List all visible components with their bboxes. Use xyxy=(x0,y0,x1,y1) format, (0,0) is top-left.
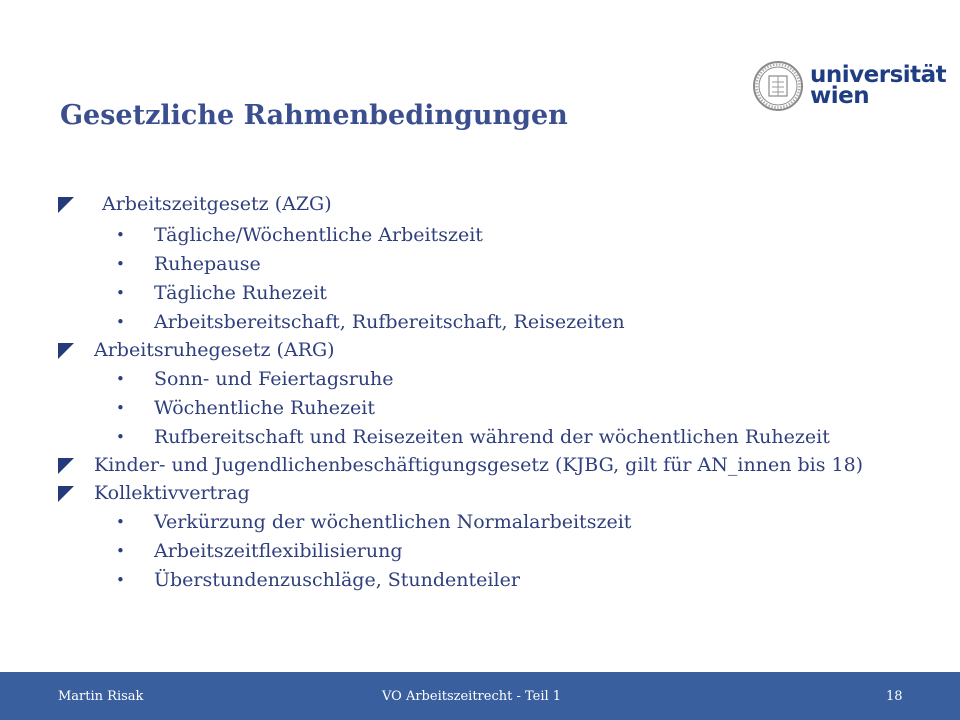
university-wordmark xyxy=(810,62,947,109)
section-heading-kjbg xyxy=(58,454,894,476)
list-item xyxy=(58,397,918,419)
list-item xyxy=(58,282,918,304)
list-item xyxy=(58,311,918,333)
footer-course: VO Arbeitszeitrecht - Teil 1 xyxy=(382,689,562,704)
footer-page-number: 18 xyxy=(886,689,903,704)
section-heading-text: Kollektivvertrag xyxy=(94,482,250,504)
slide-footer xyxy=(0,672,960,720)
university-seal-icon xyxy=(752,60,804,112)
list-item xyxy=(58,368,918,390)
list-item xyxy=(58,569,918,591)
logo-line-1: universität xyxy=(810,62,947,88)
bullet-dot-icon: • xyxy=(116,399,125,417)
list-item-text: Ruhepause xyxy=(154,253,261,275)
list-item xyxy=(58,253,918,275)
bullet-dot-icon: • xyxy=(116,255,125,273)
section-heading-text: Arbeitsruhegesetz (ARG) xyxy=(94,339,335,361)
footer-author: Martin Risak xyxy=(58,689,144,704)
list-item-text: Wöchentliche Ruhezeit xyxy=(154,397,375,419)
list-item xyxy=(58,426,918,448)
bullet-dot-icon: • xyxy=(116,428,125,446)
list-item xyxy=(58,540,918,562)
list-item-text: Sonn- und Feiertagsruhe xyxy=(154,368,394,390)
slide-content xyxy=(58,193,918,591)
bullet-dot-icon: • xyxy=(116,513,125,531)
list-item-text: Tägliche Ruhezeit xyxy=(154,282,327,304)
section-heading-kollektivvertrag xyxy=(58,482,918,504)
bullet-dot-icon: • xyxy=(116,313,125,331)
section-heading-arg xyxy=(58,339,918,361)
list-item xyxy=(58,511,918,533)
section-heading-text: Arbeitszeitgesetz (AZG) xyxy=(102,193,332,215)
list-item-text: Überstundenzuschläge, Stundenteiler xyxy=(154,569,520,591)
list-item-text: Tägliche/Wöchentliche Arbeitszeit xyxy=(154,224,483,246)
section-heading-text: Kinder- und Jugendlichenbeschäftigungsgesetz (KJBG, gilt für AN_innen bis 18) xyxy=(94,454,864,476)
bullet-dot-icon: • xyxy=(116,571,125,589)
list-item xyxy=(58,224,918,246)
list-item-text: Arbeitszeitflexibilisierung xyxy=(154,540,403,562)
triangle-bullet-icon xyxy=(58,197,74,213)
slide-title: Gesetzliche Rahmenbedingungen xyxy=(60,100,568,131)
list-item-text: Arbeitsbereitschaft, Rufbereitschaft, Reisezeiten xyxy=(154,311,625,333)
triangle-bullet-icon xyxy=(58,458,74,474)
list-item-text: Verkürzung der wöchentlichen Normalarbeitszeit xyxy=(154,511,632,533)
list-item-text: Rufbereitschaft und Reisezeiten während der wöchentlichen Ruhezeit xyxy=(154,426,830,448)
bullet-dot-icon: • xyxy=(116,370,125,388)
triangle-bullet-icon xyxy=(58,343,74,359)
logo-line-2: wien xyxy=(810,83,870,109)
section-heading-azg xyxy=(58,193,918,215)
bullet-dot-icon: • xyxy=(116,284,125,302)
university-logo xyxy=(752,58,947,114)
triangle-bullet-icon xyxy=(58,486,74,502)
bullet-dot-icon: • xyxy=(116,226,125,244)
bullet-dot-icon: • xyxy=(116,542,125,560)
